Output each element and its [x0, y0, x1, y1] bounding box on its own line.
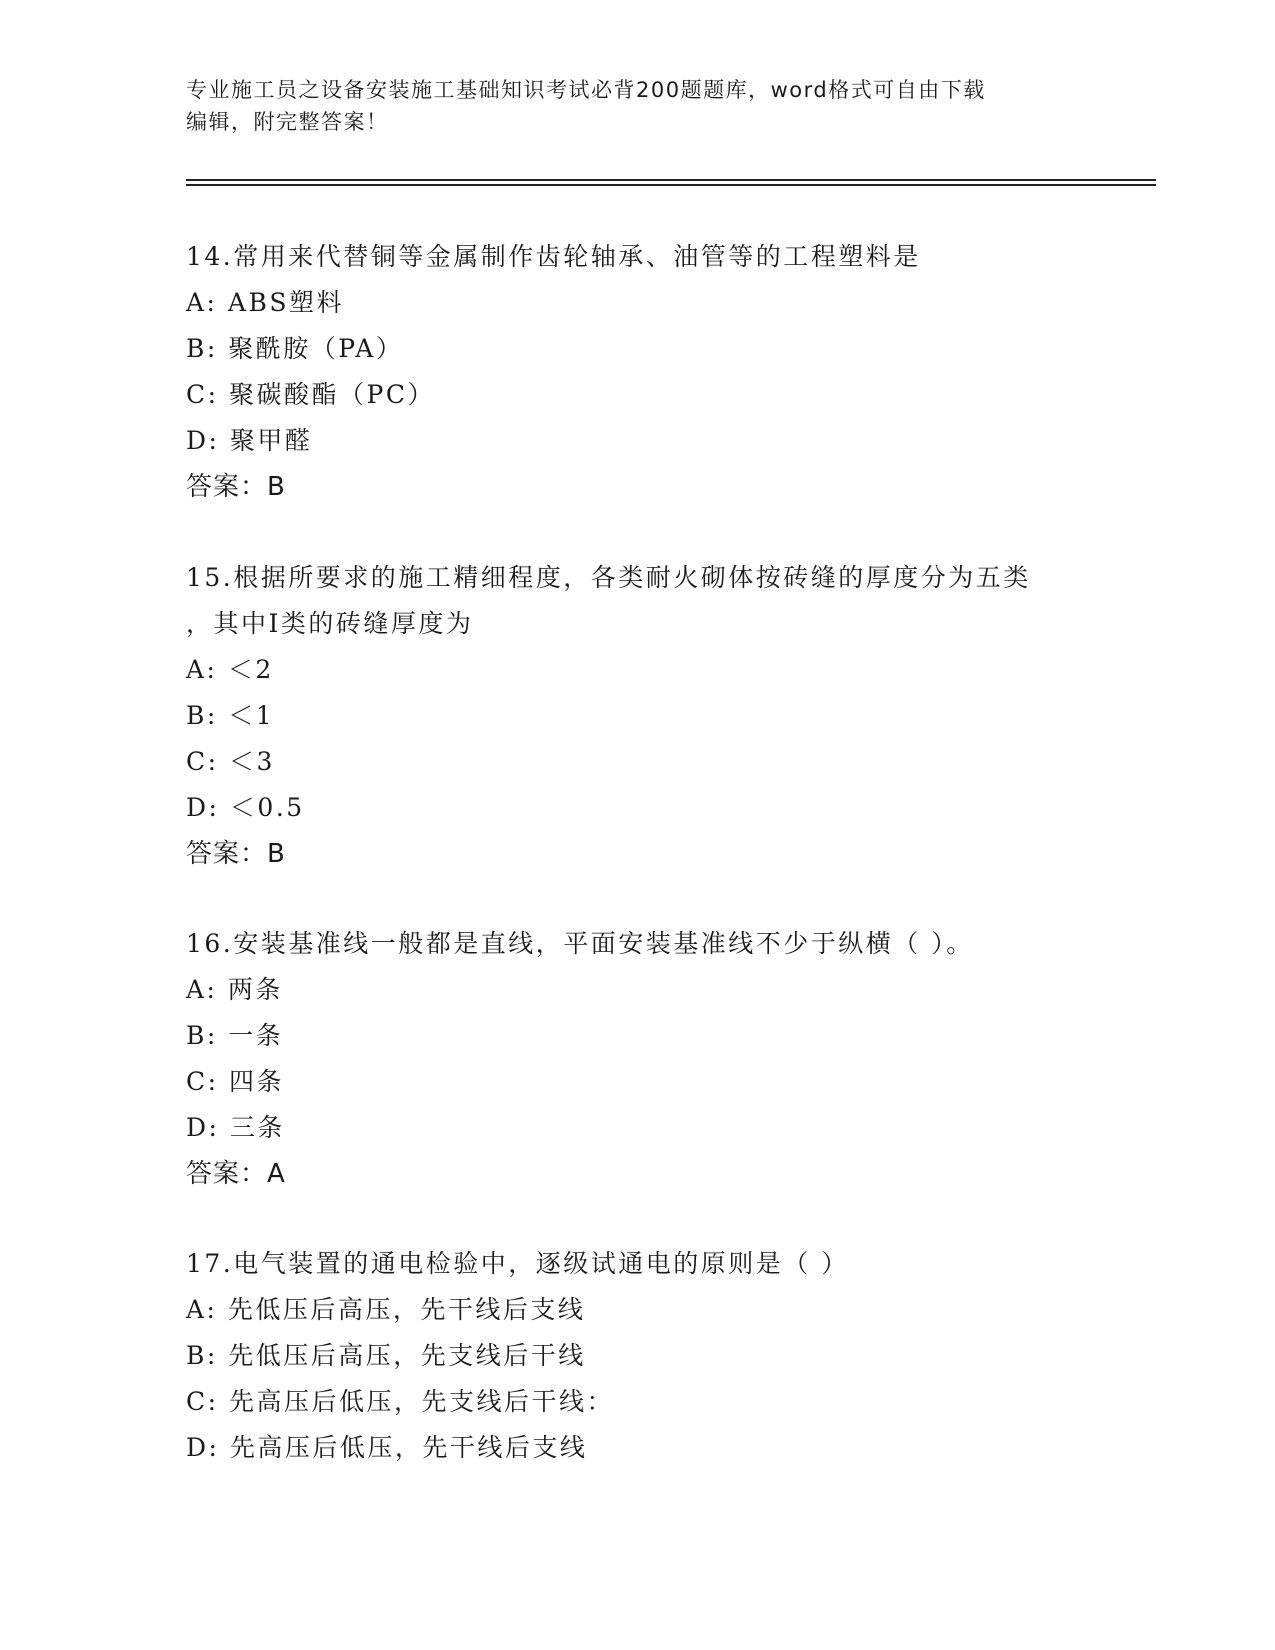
option-d: D: 三条 [186, 1113, 285, 1142]
question-stem: 16.安装基准线一般都是直线，平面安装基准线不少于纵横（ ）。 [186, 929, 974, 958]
question-stem: 17.电气装置的通电检验中，逐级试通电的原则是（ ） [186, 1249, 849, 1278]
option-c: C: 先高压后低压，先支线后干线： [186, 1387, 614, 1416]
header-divider-top [186, 179, 1156, 181]
option-a: A: 先低压后高压，先干线后支线 [186, 1295, 586, 1324]
document-header [186, 74, 1086, 138]
option-a: A: 两条 [186, 975, 283, 1004]
header-divider-bottom [186, 184, 1156, 186]
question-17 [186, 1241, 1086, 1471]
option-b: B: 一条 [186, 1021, 284, 1050]
question-15 [186, 555, 1086, 877]
header-line-1: 专业施工员之设备安装施工基础知识考试必背200题题库，word格式可自由下载 [186, 78, 986, 102]
question-16 [186, 921, 1086, 1197]
option-c: C: 四条 [186, 1067, 284, 1096]
question-stem: 15.根据所要求的施工精细程度，各类耐火砌体按砖缝的厚度分为五类 [186, 563, 1031, 592]
option-b: B: ＜1 [186, 701, 275, 730]
option-b: B: 聚酰胺（PA） [186, 334, 404, 363]
answer-label: 答案：A [186, 1159, 286, 1189]
option-d: D: 先高压后低压，先干线后支线 [186, 1433, 588, 1462]
question-14 [186, 234, 1086, 510]
option-a: A: ABS塑料 [186, 288, 344, 317]
answer-label: 答案：B [186, 839, 286, 869]
option-d: D: ＜0.5 [186, 793, 305, 822]
option-d: D: 聚甲醛 [186, 426, 313, 455]
option-a: A: ＜2 [186, 655, 274, 684]
header-line-2: 编辑，附完整答案！ [186, 110, 389, 134]
answer-label: 答案：B [186, 472, 286, 502]
option-b: B: 先低压后高压，先支线后干线 [186, 1341, 586, 1370]
question-stem-continued: ，其中I类的砖缝厚度为 [186, 609, 474, 638]
question-stem: 14.常用来代替铜等金属制作齿轮轴承、油管等的工程塑料是 [186, 242, 921, 271]
option-c: C: 聚碳酸酯（PC） [186, 380, 435, 409]
option-c: C: ＜3 [186, 747, 275, 776]
